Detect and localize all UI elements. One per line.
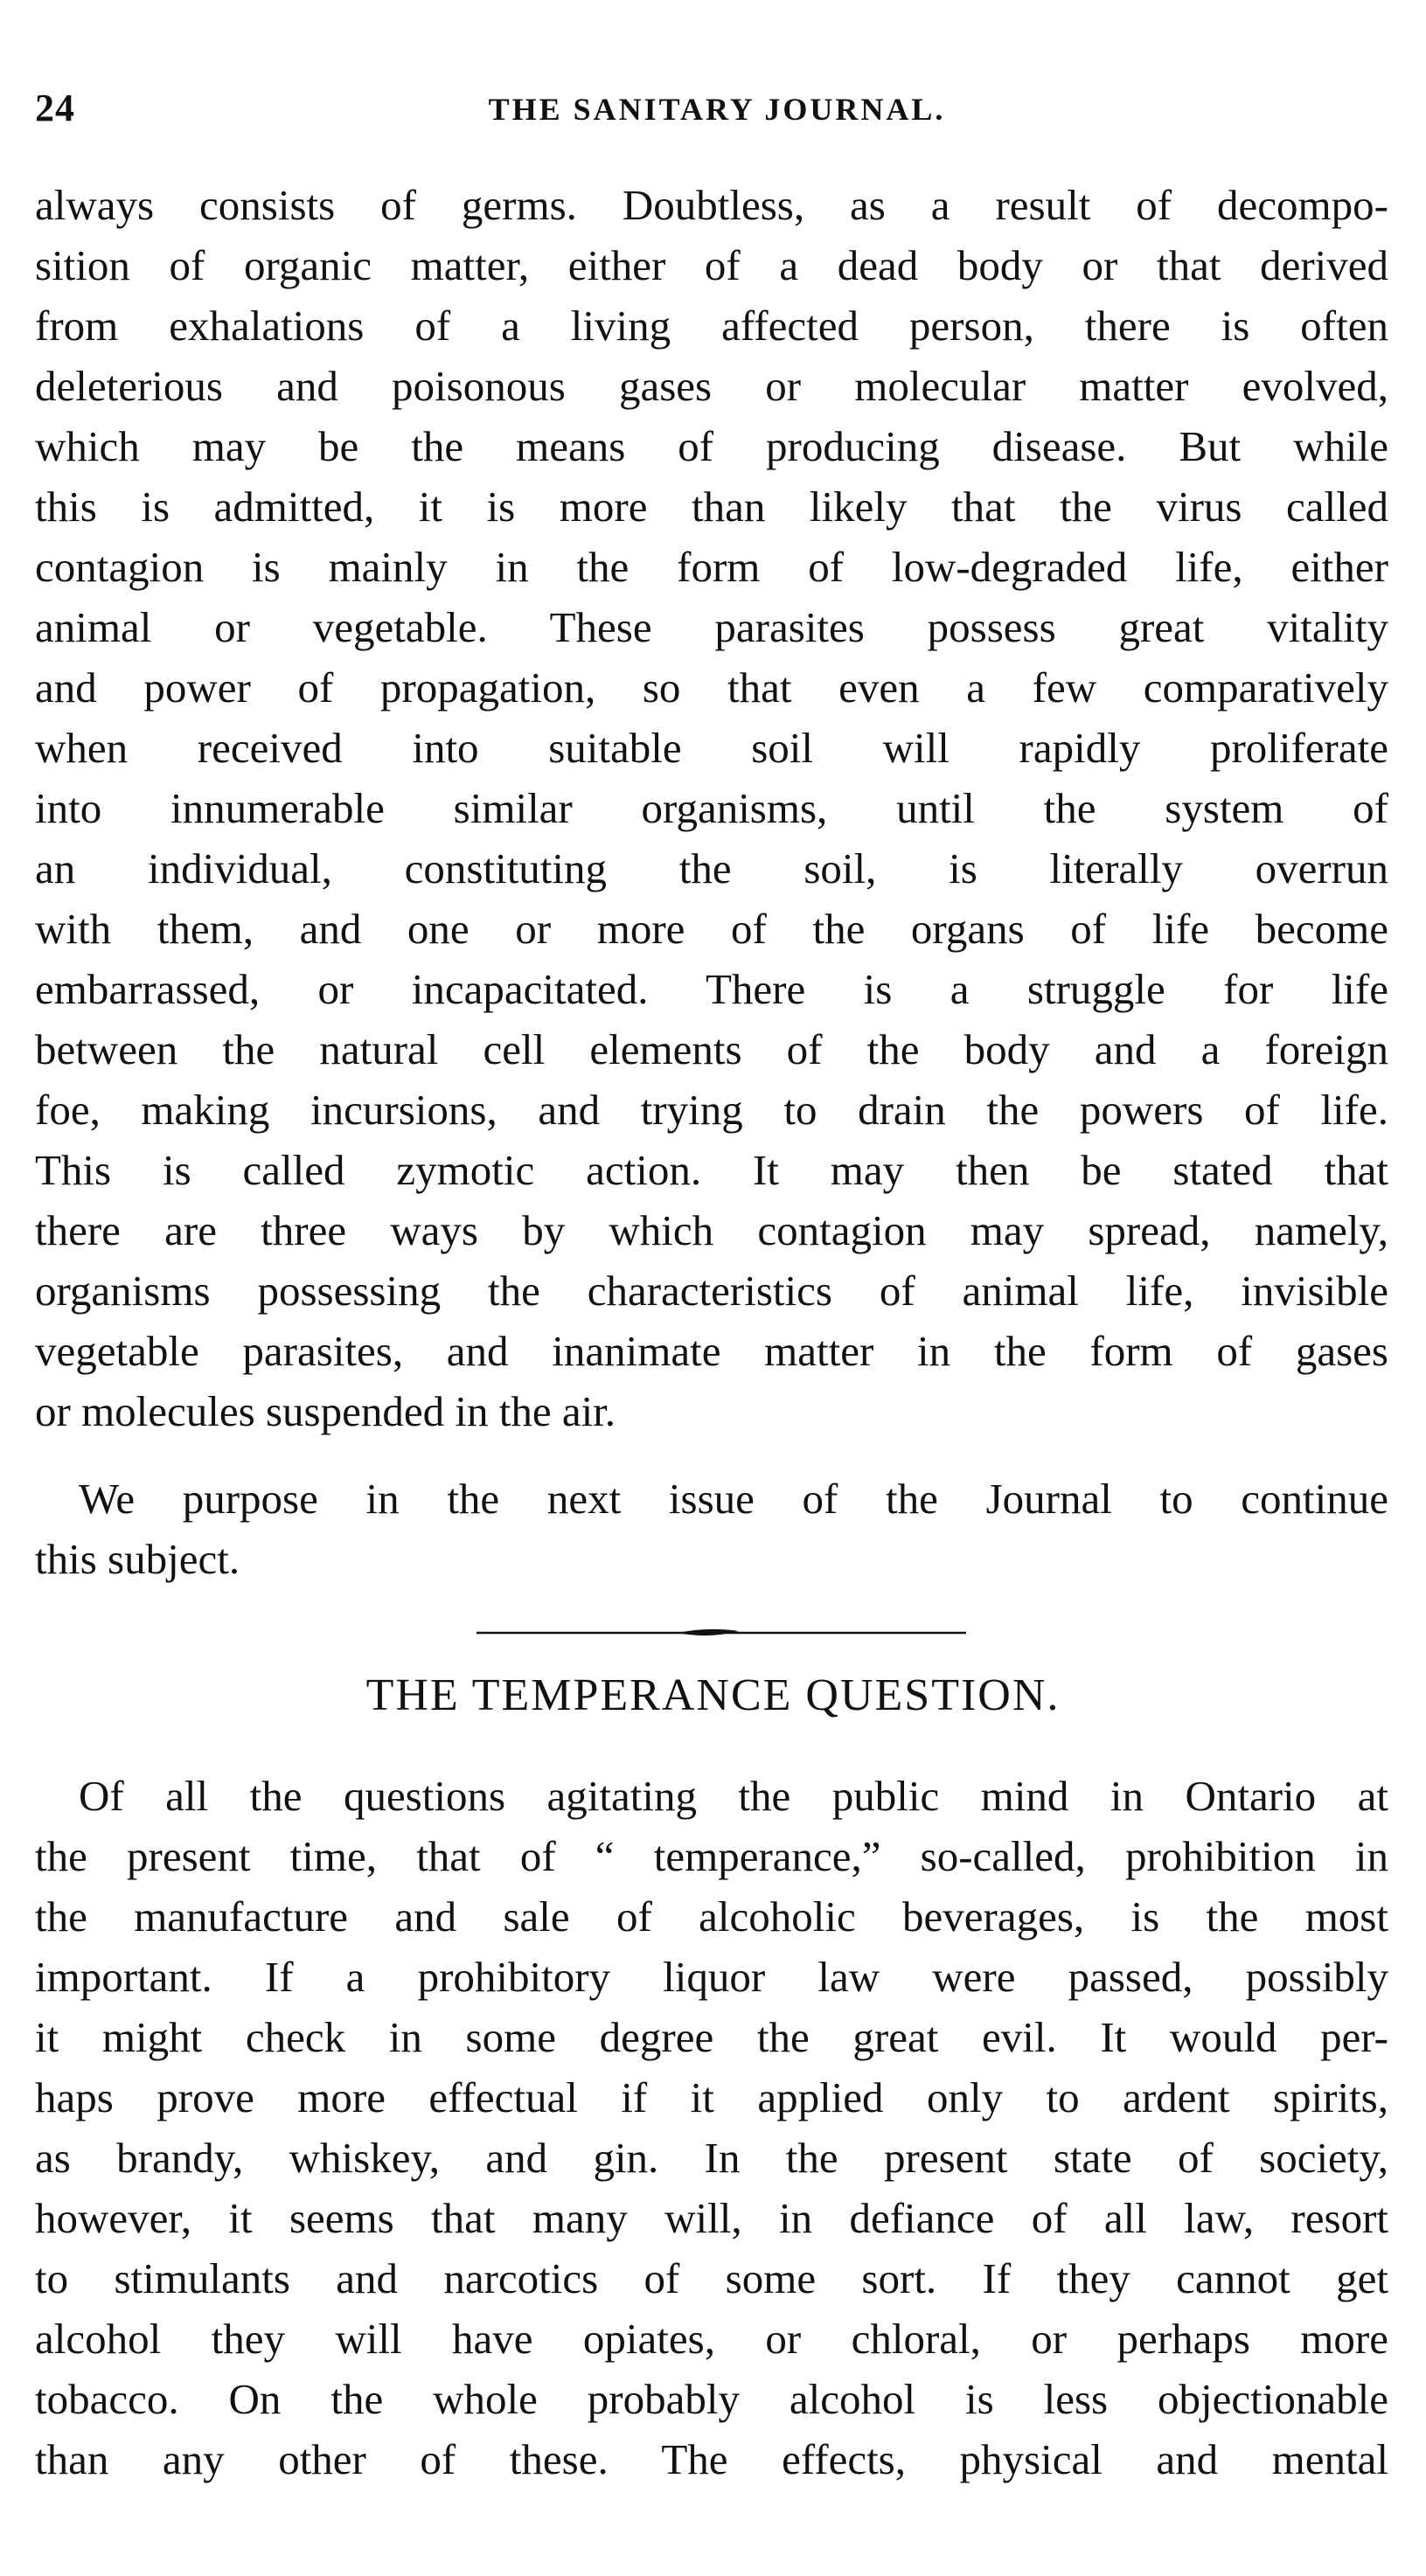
text-line: however, it seems that many will, in defiance of all law, resort [35, 2194, 1388, 2242]
page-number: 24 [35, 87, 75, 129]
text-line: tobacco. On the whole probably alcohol is less objectionable [35, 2375, 1388, 2423]
text-line: deleterious and poisonous gases or molecular matter evolved, [35, 362, 1388, 410]
text-line: We purpose in the next issue of the Journal to continue [79, 1475, 1388, 1523]
section-divider-rule [476, 1627, 966, 1639]
text-line: contagion is mainly in the form of low-degraded life, either [35, 543, 1388, 591]
text-line: foe, making incursions, and trying to drain the powers of life. [35, 1086, 1388, 1134]
text-line: This is called zymotic action. It may then be stated that [35, 1146, 1388, 1194]
text-line: when received into suitable soil will rapidly proliferate [35, 724, 1388, 772]
text-line: Of all the questions agitating the public mind in Ontario at [79, 1772, 1388, 1820]
text-line: an individual, constituting the soil, is literally overrun [35, 844, 1388, 892]
text-line: haps prove more effectual if it applied only to ardent spirits, [35, 2073, 1388, 2121]
text-line: with them, and one or more of the organs of life become [35, 905, 1388, 953]
text-line: animal or vegetable. These parasites possess great vitality [35, 603, 1388, 651]
text-line: between the natural cell elements of the body and a foreign [35, 1025, 1388, 1073]
text-line: organisms possessing the characteristics of animal life, invisible [35, 1267, 1388, 1315]
article2-title: THE TEMPERANCE QUESTION. [365, 1670, 1061, 1720]
text-line: the present time, that of “ temperance,” so-called, prohibition in [35, 1832, 1388, 1880]
text-line: into innumerable similar organisms, until the system of [35, 784, 1388, 832]
text-line: it might check in some degree the great evil. It would per- [35, 2013, 1388, 2061]
text-line: alcohol they will have opiates, or chloral, or perhaps more [35, 2315, 1388, 2363]
text-line: which may be the means of producing disease. But while [35, 422, 1388, 470]
text-line: to stimulants and narcotics of some sort. If they cannot get [35, 2254, 1388, 2302]
text-line: than any other of these. The effects, physical and mental [35, 2435, 1388, 2483]
text-line: and power of propagation, so that even a few comparatively [35, 663, 1388, 712]
text-line: or molecules suspended in the air. [35, 1387, 616, 1435]
text-line: there are three ways by which contagion may spread, namely, [35, 1206, 1388, 1254]
text-line: this subject. [35, 1535, 240, 1583]
running-head [35, 86, 1399, 138]
text-line: this is admitted, it is more than likely that the virus called [35, 483, 1388, 531]
text-line: from exhalations of a living affected person, there is often [35, 302, 1388, 350]
text-line: embarrassed, or incapacitated. There is a struggle for life [35, 965, 1388, 1013]
text-line: vegetable parasites, and inanimate matter in the form of gases [35, 1327, 1388, 1375]
text-line: the manufacture and sale of alcoholic beverages, is the most [35, 1892, 1388, 1941]
text-line: sition of organic matter, either of a dead body or that derived [35, 241, 1388, 289]
text-line: important. If a prohibitory liquor law were passed, possibly [35, 1953, 1388, 2001]
article1-paragraph1 [35, 175, 1388, 1441]
article2-paragraph1 [35, 1766, 1388, 2489]
journal-title: THE SANITARY JOURNAL. [488, 92, 946, 127]
text-line: always consists of germs. Doubtless, as a result of decompo- [35, 181, 1388, 229]
text-line: as brandy, whiskey, and gin. In the present state of society, [35, 2134, 1388, 2182]
article1-paragraph2 [35, 1469, 1388, 1589]
